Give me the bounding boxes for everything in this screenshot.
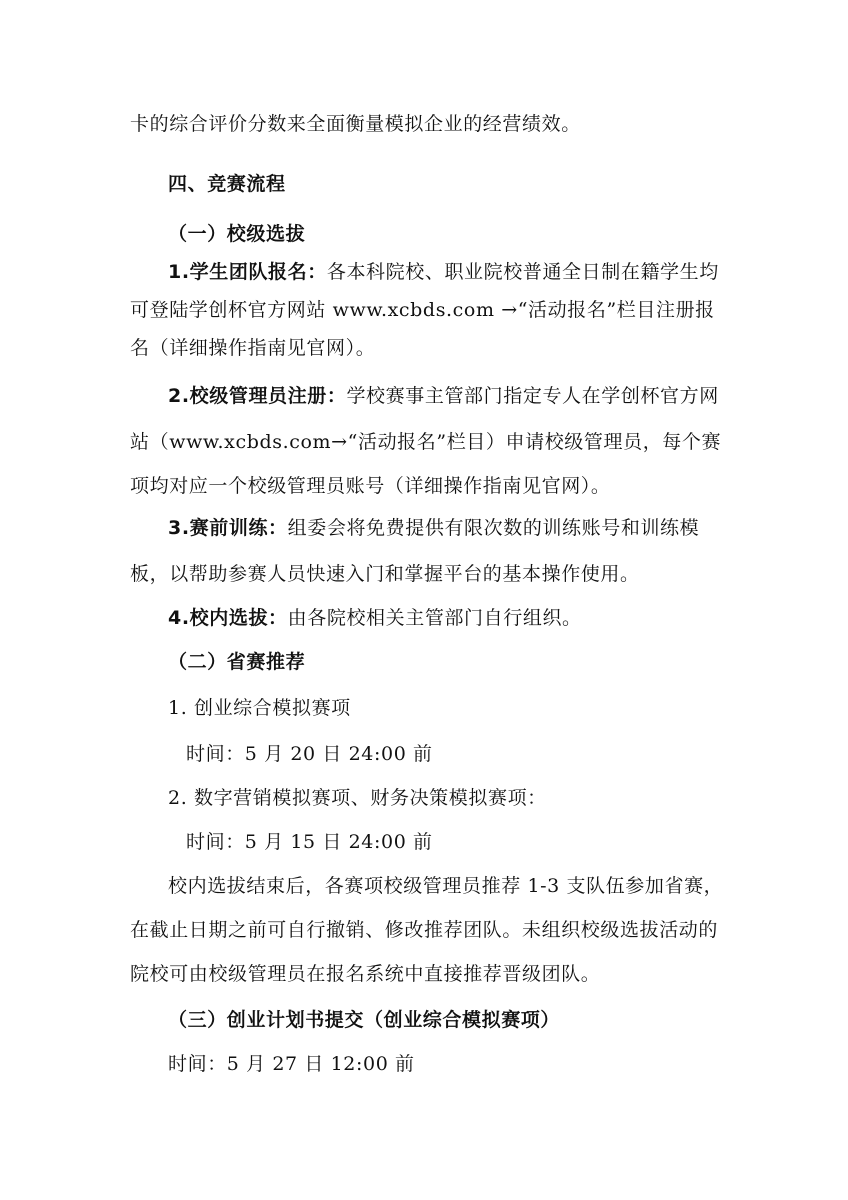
item-label: 1.学生团队报名：	[168, 261, 327, 283]
heading-text: （一）校级选拔	[168, 223, 306, 245]
heading-text: （三）创业计划书提交（创业综合模拟赛项）	[168, 1009, 561, 1031]
line-text: 院校可由校级管理员在报名系统中直接推荐晋级团队。	[130, 963, 601, 985]
time-line	[186, 830, 433, 854]
subsection-heading	[168, 222, 305, 246]
line-text: 项均对应一个校级管理员账号（详细操作指南见官网）。	[130, 475, 611, 497]
line-text: 2. 数字营销模拟赛项、财务决策模拟赛项：	[168, 787, 547, 809]
line-text: 在截止日期之前可自行撤销、修改推荐团队。未组织校级选拔活动的	[130, 919, 719, 941]
line-text: 名（详细操作指南见官网）。	[130, 337, 376, 359]
line-text: 各本科院校、职业院校普通全日制在籍学生均	[326, 261, 719, 283]
paragraph-line	[168, 874, 723, 898]
paragraph-line	[130, 562, 640, 586]
paragraph-line	[168, 606, 582, 630]
paragraph-line	[130, 918, 718, 942]
line-text: 时间：5 月 27 日 12:00 前	[168, 1053, 415, 1075]
paragraph-line	[130, 474, 611, 498]
list-item	[168, 786, 547, 810]
item-label: 2.校级管理员注册：	[168, 385, 347, 407]
heading-text: 四、竞赛流程	[168, 173, 286, 195]
paragraph-line	[168, 516, 699, 540]
line-text: 站（www.xcbds.com→“活动报名”栏目）申请校级管理员，每个赛	[130, 431, 722, 453]
line-text: 卡的综合评价分数来全面衡量模拟企业的经营绩效。	[130, 113, 581, 135]
time-line	[186, 742, 433, 766]
subsection-heading	[168, 650, 305, 674]
subsection-heading	[168, 1008, 560, 1032]
line-text: 1. 创业综合模拟赛项	[168, 697, 351, 719]
paragraph-line	[168, 260, 719, 284]
time-line	[168, 1052, 415, 1076]
item-label: 3.赛前训练：	[168, 517, 288, 539]
line-text: 校内选拔结束后，各赛项校级管理员推荐 1-3 支队伍参加省赛，	[168, 875, 724, 897]
paragraph-line	[130, 112, 581, 136]
item-label: 4.校内选拔：	[168, 607, 288, 629]
line-text: 时间：5 月 20 日 24:00 前	[186, 743, 433, 765]
paragraph-line	[130, 962, 600, 986]
paragraph-line	[168, 384, 719, 408]
section-heading	[168, 172, 286, 196]
paragraph-line	[130, 430, 721, 454]
line-text: 由各院校相关主管部门自行组织。	[287, 607, 582, 629]
paragraph-line	[130, 298, 715, 322]
line-text: 组委会将免费提供有限次数的训练账号和训练模	[287, 517, 700, 539]
line-text: 板，以帮助参赛人员快速入门和掌握平台的基本操作使用。	[130, 563, 640, 585]
line-text: 时间：5 月 15 日 24:00 前	[186, 831, 433, 853]
heading-text: （二）省赛推荐	[168, 651, 306, 673]
line-text: 可登陆学创杯官方网站 www.xcbds.com →“活动报名”栏目注册报	[130, 299, 715, 321]
line-text: 学校赛事主管部门指定专人在学创杯官方网	[346, 385, 719, 407]
list-item	[168, 696, 351, 720]
paragraph-line	[130, 336, 375, 360]
